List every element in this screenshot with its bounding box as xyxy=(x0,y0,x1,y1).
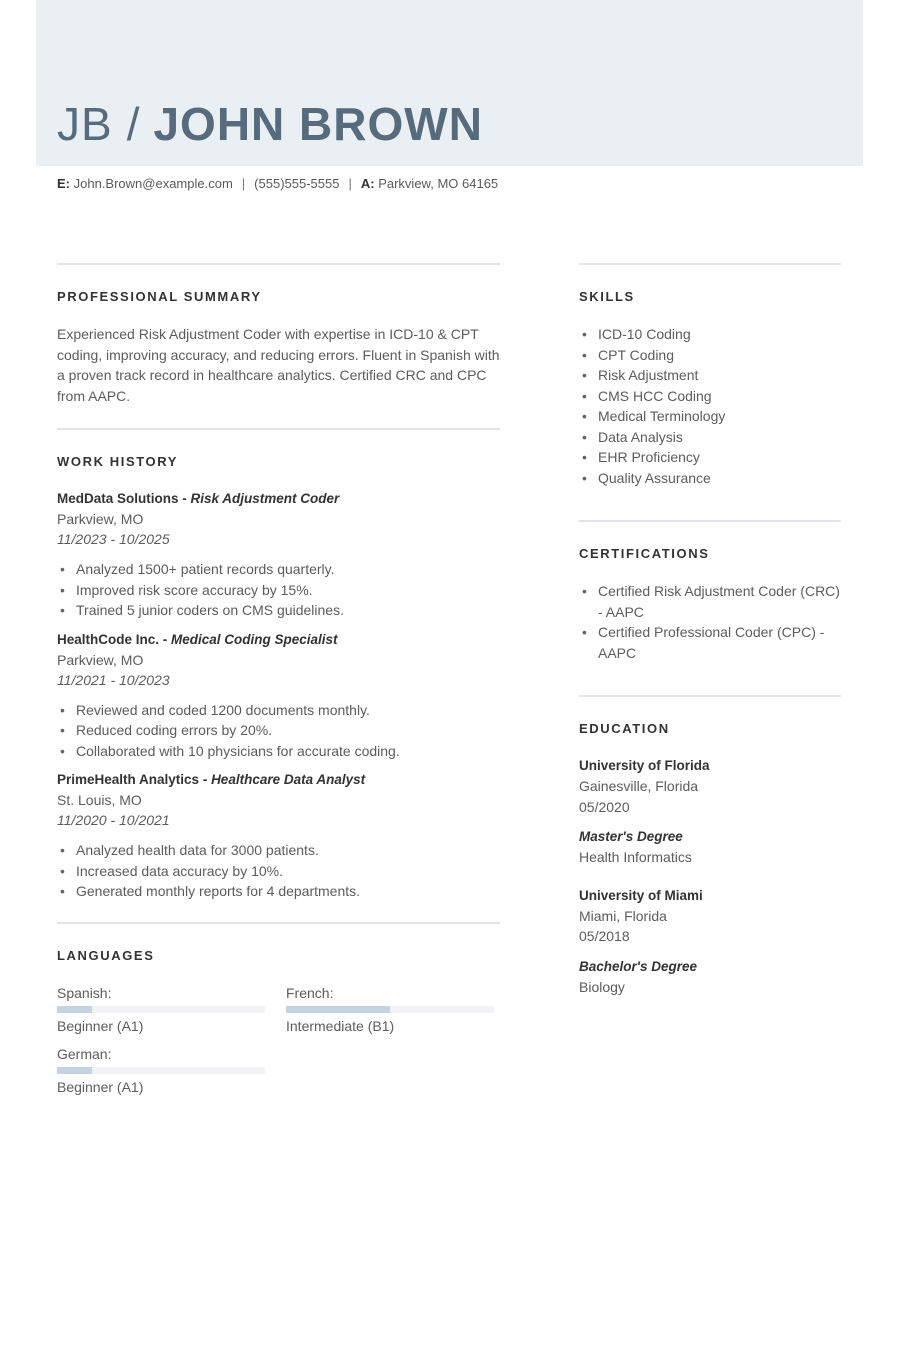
summary-title: PROFESSIONAL SUMMARY xyxy=(57,289,262,304)
name-initials: JB xyxy=(57,98,113,150)
contact-divider: | xyxy=(241,176,246,191)
job-entry xyxy=(57,489,500,621)
job-location: Parkview, MO xyxy=(57,511,144,527)
job-separator: - xyxy=(159,631,172,647)
job-company: PrimeHealth Analytics xyxy=(57,772,200,787)
right-column xyxy=(579,263,841,1019)
skill-item: • EHR Proficiency xyxy=(579,447,841,468)
certification-item: • Certified Professional Coder (CPC) - AAPC xyxy=(579,622,841,663)
languages-title: LANGUAGES xyxy=(57,947,155,963)
resume-name xyxy=(57,96,483,152)
skill-item: • ICD-10 Coding xyxy=(579,324,841,345)
education-entry xyxy=(579,886,841,947)
education-school: University of Miami xyxy=(579,887,703,903)
skill-item: • Quality Assurance xyxy=(579,468,841,489)
job-bullet: • Collaborated with 10 physicians for accurate coding. xyxy=(57,741,500,762)
work-history-section xyxy=(57,428,500,902)
job-bullet: • Reduced coding errors by 20%. xyxy=(57,720,500,741)
language-level: Beginner (A1) xyxy=(57,1017,144,1034)
skills-title: SKILLS xyxy=(579,289,635,304)
email-label: E: xyxy=(57,176,70,191)
language-item xyxy=(286,983,494,1036)
job-dates: 11/2020 - 10/2021 xyxy=(57,812,170,828)
education-date: 05/2020 xyxy=(579,798,630,815)
job-separator: - xyxy=(199,772,212,787)
language-bar xyxy=(286,1006,494,1013)
job-heading xyxy=(57,770,500,790)
summary-text: Experienced Risk Adjustment Coder with expertise in ICD-10 & CPT coding, improving accuracy, and reducing errors. Fluent in Spanish with a proven track record in healthcare analytics. Certified CRC and CPC from AAPC. xyxy=(57,326,500,404)
language-name: Spanish: xyxy=(57,984,112,1001)
job-entry xyxy=(57,630,500,762)
languages-section xyxy=(57,922,500,1103)
name-slash: / xyxy=(126,98,140,150)
job-entry xyxy=(57,770,500,902)
language-name: French: xyxy=(286,984,334,1001)
certification-item: • Certified Risk Adjustment Coder (CRC) - AAPC xyxy=(579,581,841,622)
skill-item: • Medical Terminology xyxy=(579,406,841,427)
skill-item: • Risk Adjustment xyxy=(579,365,841,386)
job-heading xyxy=(57,630,500,650)
language-name: German: xyxy=(57,1045,112,1062)
education-school: University of Florida xyxy=(579,758,710,773)
job-dates: 11/2021 - 10/2023 xyxy=(57,671,170,688)
job-bullets xyxy=(57,840,500,902)
certifications-list xyxy=(579,581,841,663)
education-degree-block xyxy=(579,827,841,868)
language-level: Intermediate (B1) xyxy=(286,1017,395,1034)
education-field: Health Informatics xyxy=(579,849,692,865)
job-heading xyxy=(57,489,500,509)
education-location: Gainesville, Florida xyxy=(579,778,699,794)
job-bullet: • Generated monthly reports for 4 departments. xyxy=(57,881,500,902)
job-location: St. Louis, MO xyxy=(57,792,142,808)
education-degree: Bachelor's Degree xyxy=(579,958,698,974)
skill-item: • Data Analysis xyxy=(579,427,841,448)
skill-item: • CPT Coding xyxy=(579,345,841,366)
language-bar xyxy=(57,1006,265,1013)
job-dates: 11/2023 - 10/2025 xyxy=(57,531,170,547)
job-bullet: • Analyzed 1500+ patient records quarterly. xyxy=(57,559,500,580)
job-role: Healthcare Data Analyst xyxy=(211,772,366,787)
job-company: MedData Solutions xyxy=(57,491,179,506)
language-item xyxy=(57,1044,265,1097)
summary-section xyxy=(57,263,500,406)
skill-item: • CMS HCC Coding xyxy=(579,386,841,407)
job-company: HealthCode Inc. xyxy=(57,631,160,647)
left-column xyxy=(57,263,500,1125)
education-entry xyxy=(579,756,841,817)
full-name: JOHN BROWN xyxy=(153,98,483,150)
education-date: 05/2018 xyxy=(579,928,630,944)
skills-section xyxy=(579,263,841,488)
contact-line xyxy=(57,176,498,191)
work-history-title: WORK HISTORY xyxy=(57,454,179,469)
education-title: EDUCATION xyxy=(579,721,670,736)
job-bullet: • Trained 5 junior coders on CMS guidelines. xyxy=(57,600,500,621)
job-bullet: • Analyzed health data for 3000 patients. xyxy=(57,840,500,861)
language-bar-fill xyxy=(286,1006,390,1013)
job-bullet: • Improved risk score accuracy by 15%. xyxy=(57,580,500,601)
education-field: Biology xyxy=(579,978,625,995)
address: Parkview, MO 64165 xyxy=(378,176,499,191)
job-bullets xyxy=(57,559,500,621)
languages-grid xyxy=(57,983,500,1103)
certifications-title: CERTIFICATIONS xyxy=(579,546,710,561)
language-level: Beginner (A1) xyxy=(57,1078,144,1095)
email-address: John.Brown@example.com xyxy=(73,176,233,191)
job-location: Parkview, MO xyxy=(57,651,144,668)
job-role: Risk Adjustment Coder xyxy=(190,491,340,506)
language-bar-fill xyxy=(57,1067,92,1074)
job-separator: - xyxy=(178,491,191,506)
education-location: Miami, Florida xyxy=(579,907,667,924)
education-degree: Master's Degree xyxy=(579,829,683,844)
contact-divider: | xyxy=(348,176,352,191)
certifications-section xyxy=(579,520,841,663)
job-bullet: • Increased data accuracy by 10%. xyxy=(57,861,500,882)
job-role: Medical Coding Specialist xyxy=(171,631,338,647)
phone-number: (555)555-5555 xyxy=(254,176,340,191)
education-degree-block xyxy=(579,957,841,998)
address-label: A: xyxy=(360,176,375,191)
language-bar-fill xyxy=(57,1006,92,1013)
job-bullet: • Reviewed and coded 1200 documents monthly. xyxy=(57,700,500,721)
education-section xyxy=(579,695,841,997)
language-item xyxy=(57,983,265,1036)
language-bar xyxy=(57,1067,265,1074)
job-bullets xyxy=(57,700,500,762)
skills-list xyxy=(579,324,841,488)
